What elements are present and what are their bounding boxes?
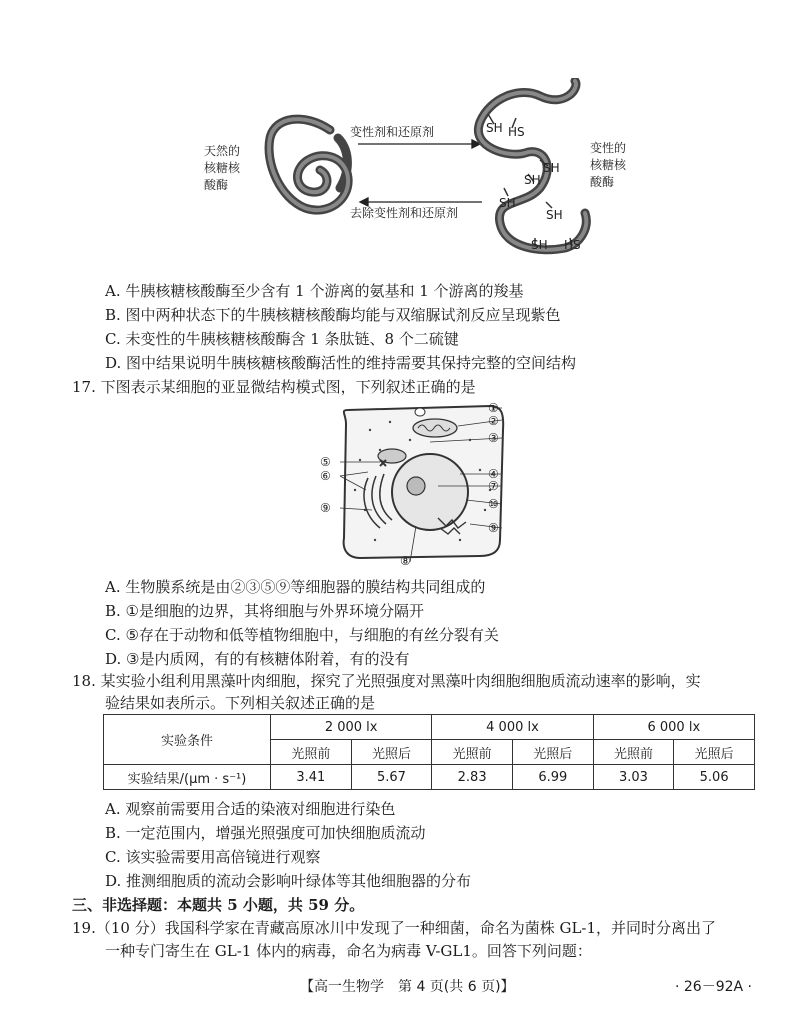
cell-label-3: ③ (488, 431, 499, 445)
group-header: 2 000 lx (271, 715, 432, 740)
table-cell: 2.83 (432, 765, 513, 790)
sh-label: SH (543, 161, 560, 175)
group-header: 4 000 lx (432, 715, 593, 740)
q16-option-b: B. 图中两种状态下的牛胰核糖核酸酶均能与双缩脲试剂反应呈现紫色 (105, 306, 561, 324)
sub-header: 光照前 (271, 740, 352, 765)
cell-label-7: ⑦ (488, 479, 499, 493)
table-cell: 3.03 (593, 765, 674, 790)
q18-stem-line1: 18. 某实验小组利用黑藻叶肉细胞，探究了光照强度对黑藻叶肉细胞细胞质流动速率的影响，实 (72, 672, 701, 690)
section-three-heading: 三、非选择题：本题共 5 小题，共 59 分。 (72, 896, 365, 914)
cell-label-4: ④ (488, 467, 499, 481)
cell-label-10: ⑩ (488, 497, 499, 511)
mitochondrion (413, 419, 457, 437)
sh-label: HS (564, 238, 581, 252)
sh-label: SH (546, 208, 563, 222)
cell-label-9-right: ⑨ (488, 521, 499, 535)
q16-option-d: D. 图中结果说明牛胰核糖核酸酶活性的维持需要其保持完整的空间结构 (105, 354, 577, 372)
q18-option-c: C. 该实验需要用高倍镜进行观察 (105, 848, 321, 866)
table-cell: 6.99 (512, 765, 593, 790)
result-header: 实验结果/(μm · s⁻¹) (104, 765, 271, 790)
table-row (104, 715, 755, 740)
sh-label: SH (524, 173, 541, 187)
sub-header: 光照前 (593, 740, 674, 765)
native-enzyme-label (204, 143, 240, 194)
q18-option-a: A. 观察前需要用合适的染液对细胞进行染色 (105, 800, 396, 818)
label-line: 酸酶 (204, 178, 229, 192)
sh-label: SH (486, 121, 503, 135)
experiment-table (103, 714, 755, 790)
q16-option-a: A. 牛胰核糖核酸酶至少含有 1 个游离的氨基和 1 个游离的羧基 (105, 282, 524, 300)
label-line: 核糖核 (204, 161, 241, 175)
bottom-arrow-label: 去除变性剂和还原剂 (350, 206, 459, 220)
cell-label-6: ⑥ (320, 469, 331, 483)
q17-option-b: B. ①是细胞的边界，其将细胞与外界环境分隔开 (105, 602, 425, 620)
ribonuclease-figure (180, 78, 660, 278)
page-code: · 26－92A · (675, 979, 753, 995)
page-footer: 【高一生物学 第 4 页(共 6 页)】 (300, 979, 515, 995)
q18-option-b: B. 一定范围内，增强光照强度可加快细胞质流动 (105, 824, 426, 842)
q17-option-a: A. 生物膜系统是由②③⑤⑨等细胞器的膜结构共同组成的 (105, 578, 486, 596)
condition-header: 实验条件 (104, 715, 271, 765)
cell-label-8: ⑧ (400, 554, 411, 568)
cell-label-1: ① (488, 401, 499, 415)
q16-option-c: C. 未变性的牛胰核糖核酸酶含 1 条肽链、8 个二硫键 (105, 330, 459, 348)
q19-line1: 19.（10 分）我国科学家在青藏高原冰川中发现了一种细菌，命名为菌株 GL-1，并同时分离出了 (72, 919, 717, 937)
q17-option-d: D. ③是内质网，有的有核糖体附着，有的没有 (105, 650, 410, 668)
label-line: 核糖核 (590, 158, 627, 172)
sub-header: 光照后 (351, 740, 432, 765)
label-line: 变性的 (590, 141, 627, 155)
q19-line2: 一种专门寄生在 GL-1 体内的病毒，命名为病毒 V-GL1。回答下列问题： (105, 942, 592, 960)
table-cell: 5.06 (674, 765, 755, 790)
nucleus (392, 454, 468, 530)
nucleolus (407, 477, 425, 495)
sub-header: 光照后 (512, 740, 593, 765)
top-arrow-label: 变性剂和还原剂 (350, 125, 435, 139)
cell-label-9-left: ⑨ (320, 501, 331, 515)
q18-option-d: D. 推测细胞质的流动会影响叶绿体等其他细胞器的分布 (105, 872, 472, 890)
denatured-enzyme-label (590, 140, 626, 191)
cell-label-2: ② (488, 414, 499, 428)
table-cell: 5.67 (351, 765, 432, 790)
sh-label: SH (531, 238, 548, 252)
q17-option-c: C. ⑤存在于动物和低等植物细胞中，与细胞的有丝分裂有关 (105, 626, 499, 644)
table-row (104, 765, 755, 790)
group-header: 6 000 lx (593, 715, 754, 740)
sh-label: HS (508, 125, 525, 139)
label-line: 酸酶 (590, 175, 615, 189)
label-line: 天然的 (204, 144, 241, 158)
native-enzyme-coil (269, 119, 348, 210)
sh-label: SH (499, 196, 516, 210)
table-cell: 3.41 (271, 765, 352, 790)
vesicle (415, 408, 425, 416)
forward-arrow (358, 140, 480, 148)
q18-stem-line2: 验结果如表所示。下列相关叙述正确的是 (105, 694, 376, 712)
cell-label-5: ⑤ (320, 455, 331, 469)
denatured-enzyme-chain (478, 81, 586, 250)
q17-stem: 17. 下图表示某细胞的亚显微结构模式图，下列叙述正确的是 (72, 378, 476, 396)
sub-header: 光照后 (674, 740, 755, 765)
sub-header: 光照前 (432, 740, 513, 765)
